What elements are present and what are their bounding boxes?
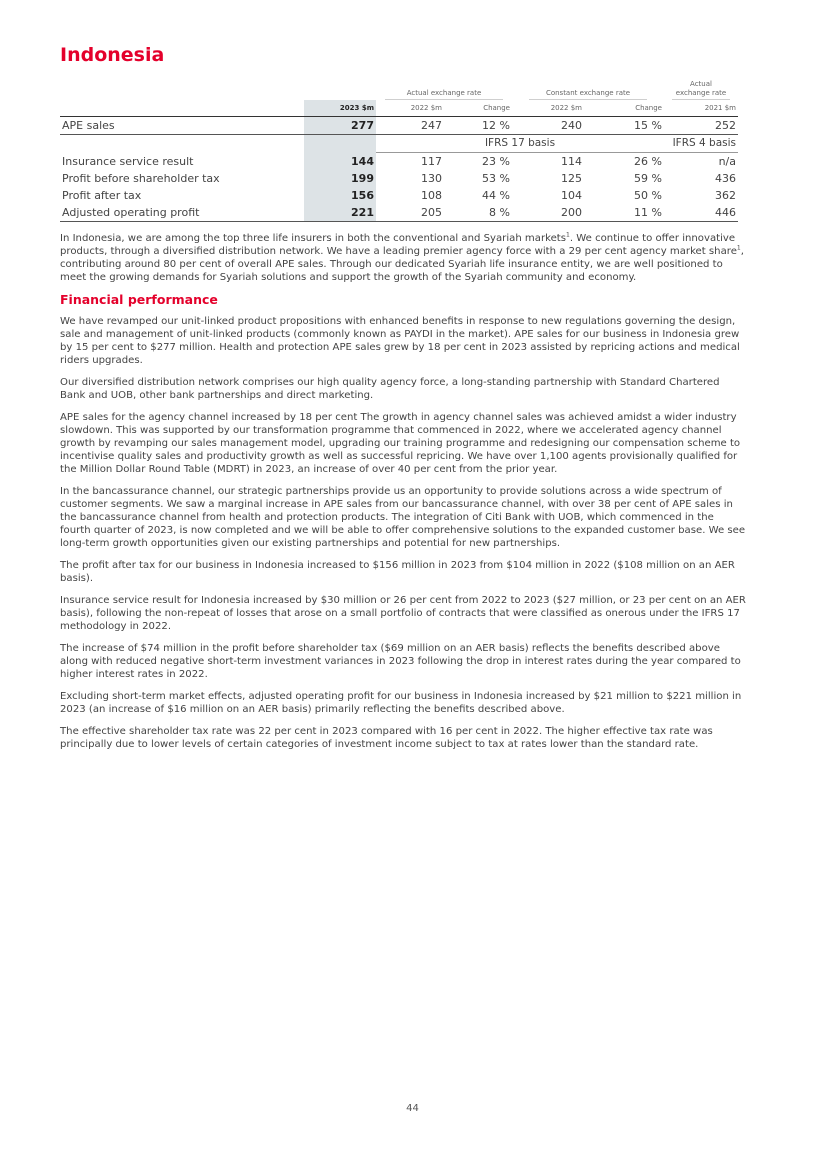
intro-text: In Indonesia, we are among the top three life insurers in both the conventional and Syariah markets xyxy=(60,233,567,244)
table-row xyxy=(60,153,738,171)
intro-text: . We continue to offer innovative products, through a diversified distribution network. We have a leading premier agency force with a 29 per cent agency market share xyxy=(60,233,737,257)
table-cell: 362 xyxy=(715,189,736,202)
table-cell: 11 % xyxy=(584,204,664,222)
table-cell: 23 % xyxy=(482,155,510,168)
group-header-actual-2021: Actual exchange rate xyxy=(672,80,730,100)
table-cell: 8 % xyxy=(444,204,512,222)
paragraph: APE sales for the agency channel increased by 18 per cent The growth in agency channel sales was achieved amidst a wider industry slowdown. This was supported by our transformation programme that commenced in 2022, where we accelerated agency channel growth by revamping our sales management model, upgrading our training programme and redesigning our compensation scheme to incentivise quality sales and productivity growth as well as successful repricing. We have over 1,100 agents provisionally qualified for the Million Dollar Round Table (MDRT) in 2023, an increase of over 40 per cent from the prior year. xyxy=(60,412,741,475)
column-header: Change xyxy=(584,100,664,117)
page-title: Indonesia xyxy=(60,44,165,66)
page-number: 44 xyxy=(406,1103,419,1114)
group-header-actual: Actual exchange rate xyxy=(385,89,503,100)
footnote-ref: 1 xyxy=(566,231,570,239)
table-cell: 50 % xyxy=(634,189,662,202)
table-cell: 130 xyxy=(421,172,442,185)
table-cell: n/a xyxy=(718,155,736,168)
intro-text: , contributing around 80 per cent of overall APE sales. Through our dedicated Syariah life insurance entity, we are well positioned to meet the growing demands for Syariah solutions and support the growth of the Syariah community and economy. xyxy=(60,246,744,283)
paragraph: The effective shareholder tax rate was 22 per cent in 2023 compared with 16 per cent in 2022. The higher effective tax rate was principally due to lower levels of certain categories of investment income subject to tax at rates lower than the standard rate. xyxy=(60,726,713,750)
table-cell: 108 xyxy=(421,189,442,202)
paragraph: Our diversified distribution network comprises our high quality agency force, a long-standing partnership with Standard Chartered Bank and UOB, other bank partnerships and direct marketing. xyxy=(60,377,720,401)
table-row xyxy=(60,187,738,204)
table-row xyxy=(60,204,738,222)
table-cell: 12 % xyxy=(444,117,512,135)
row-label: APE sales xyxy=(60,117,304,135)
row-label: Adjusted operating profit xyxy=(60,204,304,222)
table-cell: 240 xyxy=(512,117,584,135)
group-header-constant: Constant exchange rate xyxy=(529,89,647,100)
table-cell: 221 xyxy=(304,204,376,222)
results-table xyxy=(60,74,738,222)
ifrs17-basis-label: IFRS 17 basis xyxy=(376,135,664,153)
table-cell: 205 xyxy=(376,204,444,222)
table-cell: 117 xyxy=(421,155,442,168)
paragraph: The profit after tax for our business in Indonesia increased to $156 million in 2023 from $104 million in 2022 ($108 million on an AER basis). xyxy=(60,560,735,584)
body-text xyxy=(60,232,746,760)
table-cell: 199 xyxy=(304,170,376,187)
table-cell: 436 xyxy=(715,172,736,185)
basis-row xyxy=(60,135,738,153)
table-cell: 156 xyxy=(304,187,376,204)
table-cell: 114 xyxy=(561,155,582,168)
footnote-ref: 1 xyxy=(736,244,741,252)
row-label: Insurance service result xyxy=(62,154,194,168)
table-cell: 26 % xyxy=(634,155,662,168)
paragraph: In the bancassurance channel, our strategic partnerships provide us an opportunity to provide solutions across a wide spectrum of customer segments. We saw a marginal increase in APE sales from our bancassurance channel, with over 38 per cent of APE sales in the bancassurance channel from health and protection products. The integration of Citi Bank with UOB, which commenced in the fourth quarter of 2023, is now completed and we will be able to offer comprehensive solutions to the expanded customer base. We see long-term growth opportunities given our existing partnerships and potential for new partnerships. xyxy=(60,486,746,549)
column-header: 2022 $m xyxy=(376,100,444,117)
group-header-row xyxy=(60,74,738,100)
paragraph: Excluding short-term market effects, adjusted operating profit for our business in Indonesia increased by $21 million to $221 million in 2023 (an increase of $16 million on an AER basis) primarily reflecting the benefits described above. xyxy=(60,691,742,715)
table-cell: 247 xyxy=(376,117,444,135)
table-cell: 446 xyxy=(664,204,738,222)
table-cell: 125 xyxy=(561,172,582,185)
column-header-row xyxy=(60,100,738,117)
paragraph: We have revamped our unit-linked product propositions with enhanced benefits in response to new regulations governing the design, sale and management of unit-linked products (commonly known as PAYDI in the market). APE sales for our business in Indonesia grew by 15 per cent to $277 million. Health and protection APE sales grew by 18 per cent in 2023 assisted by repricing actions and medical riders upgrades. xyxy=(60,316,740,366)
paragraph: Insurance service result for Indonesia increased by $30 million or 26 per cent from 2022 to 2023 ($27 million, or 23 per cent on an AER basis), following the non-repeat of losses that arose on a small portfolio of contracts that were classified as onerous under the IFRS 17 methodology in 2022. xyxy=(60,595,746,632)
table-cell: 144 xyxy=(304,153,376,171)
row-label: Profit after tax xyxy=(62,189,142,202)
table-cell: 53 % xyxy=(482,172,510,185)
intro-paragraph xyxy=(60,232,746,284)
column-header: Change xyxy=(444,100,512,117)
row-label: Profit before shareholder tax xyxy=(62,172,220,185)
table-cell: 200 xyxy=(512,204,584,222)
paragraph: The increase of $74 million in the profit before shareholder tax ($69 million on an AER basis) reflects the benefits described above along with reduced negative short-term investment variances in 2023 following the drop in interest rates during the year compared to higher interest rates in 2022. xyxy=(60,643,741,680)
table-cell: 15 % xyxy=(584,117,664,135)
table-row xyxy=(60,117,738,135)
table-cell: 252 xyxy=(664,117,738,135)
table-cell: 277 xyxy=(304,117,376,135)
table-cell: 59 % xyxy=(634,172,662,185)
section-heading: Financial performance xyxy=(60,292,218,307)
table-row xyxy=(60,170,738,187)
column-header: 2023 $m xyxy=(304,100,376,117)
column-header: 2022 $m xyxy=(512,100,584,117)
table-cell: 44 % xyxy=(482,189,510,202)
column-header: 2021 $m xyxy=(664,100,738,117)
table-cell: 104 xyxy=(561,189,582,202)
ifrs4-basis-label: IFRS 4 basis xyxy=(664,135,738,153)
